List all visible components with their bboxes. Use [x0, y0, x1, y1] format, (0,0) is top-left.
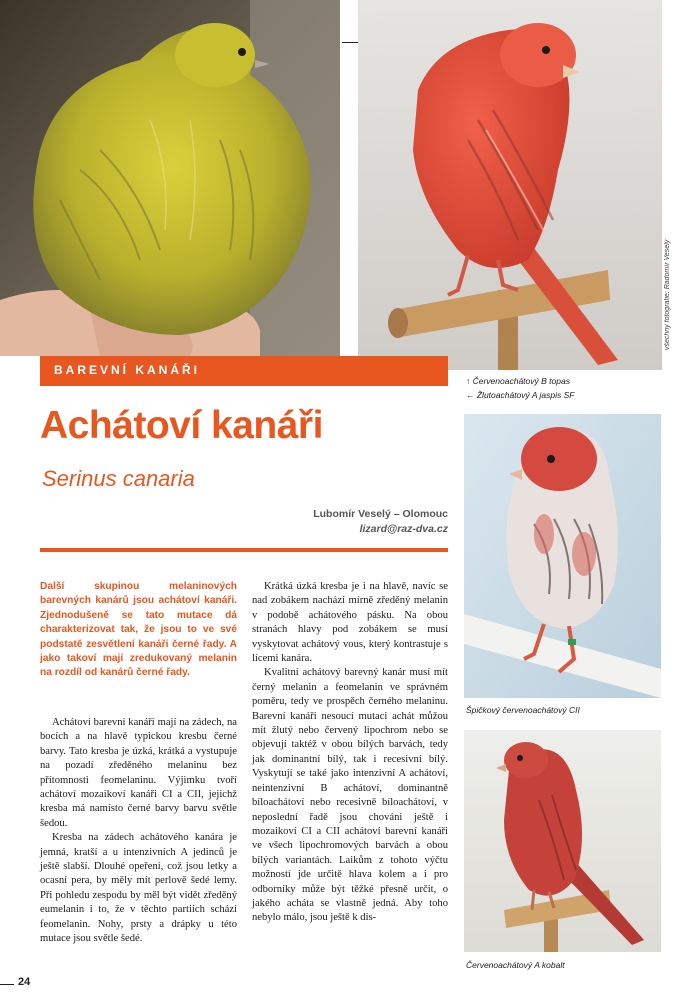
top-divider	[342, 42, 358, 43]
body-paragraph: Kvalitní achátový barevný kanár musí mít černý melanin a feomelanin ve správném poměru, tedy ve prospěch černého melaninu. Barevní kanáři nesoucí mutaci achát můžou mít žlutý nebo červený lipochrom nebo se objevují taktéž v obou bílých barvách, tedy jak dominantní bílý, tak i recesivní bílý. Vyskytují se také jako intenzivní A achátoví, neintenzivní B achátoví, dominantně bíloachátoví nebo recesivně bíloachátoví, v neposlední řadě jsou chováni ještě i mozaikoví CI a CII achátoví barevní kanáři ve všech lipochromových barvách a obou bílých variantách. Laikům z tohoto výčtu možností jde určitě hlava kolem a i pro odborníky může být těžké přesně určit, o jakého acháta se vlastně jedná. Aby toho nebylo málo, jsou ještě k dis-	[252, 667, 448, 924]
body-column-left	[40, 716, 237, 947]
section-band	[40, 356, 448, 386]
photo-yellow-canary	[0, 0, 340, 356]
section-label: BAREVNÍ KANÁŘI	[54, 363, 201, 377]
caption-cobalt: Červenoachátový A kobalt	[466, 960, 565, 970]
article-lead: Další skupinou melaninových barevných kanárů jsou achátoví kanáři. Zjednodušeně se tato mutace dá charakterizovat tak, že jsou to ve své podstatě zesvětlení kanáři černé řady. A jako takoví mají zredukovaný melanin na rozdíl od kanárů černé řady.	[40, 581, 237, 679]
body-paragraph: Achátoví barevní kanáři mají na zádech, na bocích a na hlavě typickou kresbu černé barvy. Tato kresba je úzká, krátká a vystupuje na pozadí zředěného melaninu bez přítomnosti feomelaninu. Výjimku tvoří achátoví mozaikoví kanáři CI a CII, jejichž kresba má namísto černé barvy barvu světle šedou.	[40, 717, 237, 829]
author-email[interactable]: lizard@raz-dva.cz	[359, 523, 448, 535]
title-divider	[40, 548, 448, 552]
page-number: 24	[18, 976, 31, 988]
article-author: Lubomír Veselý – Olomouc	[313, 508, 448, 520]
page-number-rule	[0, 984, 14, 985]
body-paragraph: Krátká úzká kresba je i na hlavě, navíc se nad zobákem nachází mírně zředěný melanin v podobě achátového pásku. Na obou stranách hlavy pod zobákem se musí vyskytovat achátový vous, který kontrastuje s lícemi kanára.	[252, 581, 448, 665]
article-subtitle: Serinus canaria	[42, 466, 195, 491]
article-title: Achátoví kanáři	[40, 404, 323, 447]
photo-credit: všechny fotografie: Radomír Veselý	[664, 239, 671, 350]
caption-mosaic: Špičkový červenoachátový CII	[466, 705, 580, 715]
body-paragraph: Kresba na zádech achátového kanára je jemná, kratší a u intenzivních A jedinců je ještě slabší. Dlouhé opeření, což jsou letky a ocasní pera, by měly mít perlově šedé lemy. Při pohledu zespodu by měl být vidět zředěný eumelanin i to, že v těchto partiích schází feomelanin. Nohy, prsty a drápky u této mutace jsou světle šedé.	[40, 832, 237, 945]
photo-red-canary-perch	[358, 0, 662, 370]
body-column-right	[252, 580, 448, 926]
caption-yellow-jasper: ← Žlutoachátový A jaspis SF	[466, 390, 575, 400]
photo-mosaic-canary	[464, 414, 661, 698]
photo-red-canary-cobalt	[464, 730, 661, 952]
caption-red-topaz: ↑ Červenoachátový B topas	[466, 376, 570, 386]
